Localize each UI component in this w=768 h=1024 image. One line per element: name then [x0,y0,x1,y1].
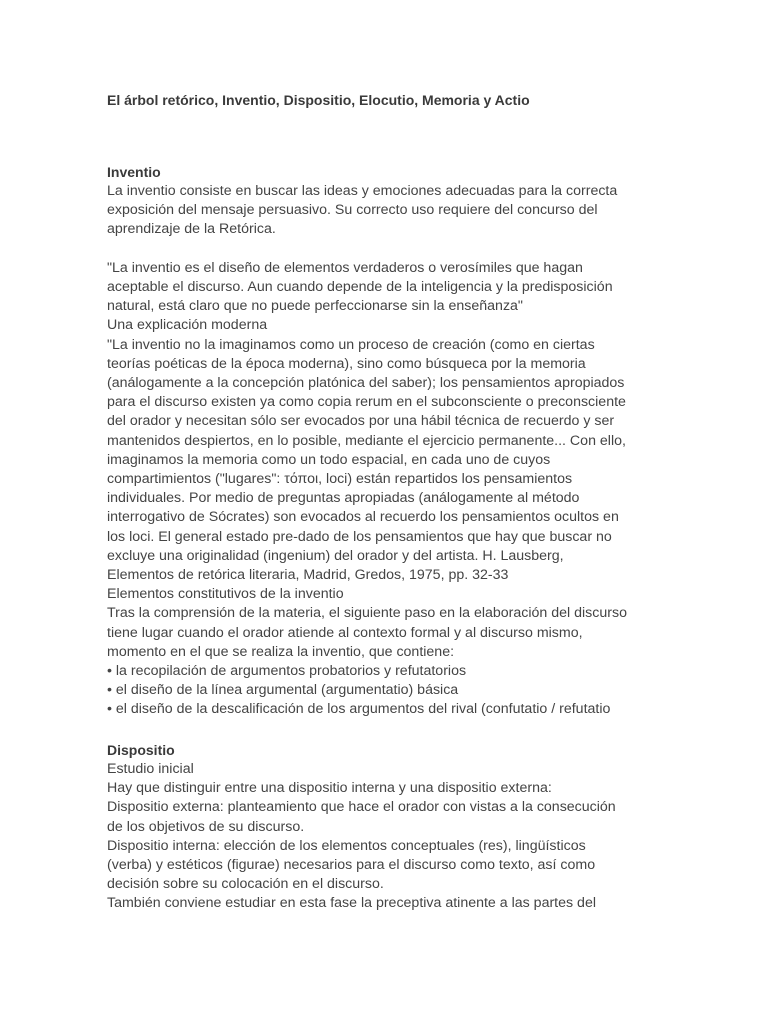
dispositio-text-line: Dispositio externa: planteamiento que hace el orador con vistas a la consecución [107,799,616,816]
document-title: El árbol retórico, Inventio, Dispositio, Elocutio, Memoria y Actio [107,92,530,108]
inventio-text-line: Una explicación moderna [107,317,268,334]
inventio-text-line: tiene lugar cuando el orador atiende al contexto formal y al discurso mismo, [107,624,583,641]
dispositio-text-line: Hay que distinguir entre una dispositio interna y una dispositio externa: [107,780,552,797]
inventio-text-line: • la recopilación de argumentos probatorios y refutatorios [107,663,467,680]
inventio-text-line: teorías poéticas de la época moderna), sino como búsqueca por la memoria [107,355,586,372]
inventio-text-line: "La inventio es el diseño de elementos verdaderos o verosímiles que hagan [107,259,583,276]
inventio-text-line: • el diseño de la descalificación de los argumentos del rival (confutatio / refutatio [107,701,611,718]
inventio-text-line: Elementos de retórica literaria, Madrid, Gredos, 1975, pp. 32-33 [107,567,509,584]
inventio-text-line: compartimientos ("lugares": τόποι, loci) están repartidos los pensamientos [107,471,573,488]
dispositio-heading: Dispositio [107,742,175,758]
inventio-text-line: del orador y necesitan sólo ser evocados por una hábil técnica de recuerdo y ser [107,413,615,430]
dispositio-text-line: (verba) y estéticos (figurae) necesarios para el discurso como texto, así como [107,857,596,874]
inventio-text-line: imaginamos la memoria como un todo espacial, en cada uno de cuyos [107,451,551,468]
dispositio-text-line: Estudio inicial [107,761,194,777]
dispositio-section [107,741,663,914]
inventio-text-line: "La inventio no la imaginamos como un proceso de creación (como en ciertas [107,336,595,353]
inventio-text-line: Tras la comprensión de la materia, el siguiente paso en la elaboración del discurso [107,605,627,622]
inventio-text-line: aprendizaje de la Retórica. [107,221,276,238]
dispositio-text-line: de los objetivos de su discurso. [107,818,305,835]
inventio-text-line: exposición del mensaje persuasivo. Su correcto uso requiere del concurso del [107,202,598,219]
inventio-text-line [107,240,663,259]
dispositio-text-line: Dispositio interna: elección de los elementos conceptuales (res), lingüísticos [107,837,586,854]
inventio-text-line: (análogamente a la concepción platónica del saber); los pensamientos apropiados [107,375,625,392]
inventio-text-line: excluye una originalidad (ingenium) del orador y del artista. H. Lausberg, [107,547,564,564]
inventio-text-line: natural, está claro que no puede perfeccionarse sin la enseñanza" [107,298,523,315]
inventio-text-line: los loci. El general estado pre-dado de los pensamientos que hay que buscar no [107,528,612,545]
dispositio-text-line: También conviene estudiar en esta fase la preceptiva atinente a las partes del [107,895,596,912]
inventio-section [107,163,663,720]
inventio-text-line: La inventio consiste en buscar las ideas y emociones adecuadas para la correcta [107,183,618,199]
inventio-text-line: momento en el que se realiza la inventio, que contiene: [107,643,455,660]
inventio-text-line: • el diseño de la línea argumental (argumentatio) básica [107,682,459,699]
dispositio-text-line: decisión sobre su colocación en el discurso. [107,876,384,893]
inventio-text-line: individuales. Por medio de preguntas apropiadas (análogamente al método [107,490,580,507]
inventio-text-line: mantenidos despiertos, en lo posible, mediante el ejercicio permanente... Con ello, [107,432,626,449]
inventio-text [107,182,663,720]
inventio-text-line: Elementos constitutivos de la inventio [107,586,344,603]
inventio-text-line: aceptable el discurso. Aun cuando depende de la inteligencia y la predisposición [107,279,613,295]
inventio-text-line: para el discurso existen ya como copia rerum en el subconsciente o preconsciente [107,394,626,411]
inventio-text-line: interrogativo de Sócrates) son evocados al recuerdo los pensamientos ocultos en [107,509,619,526]
dispositio-text [107,760,663,914]
inventio-heading: Inventio [107,164,161,180]
